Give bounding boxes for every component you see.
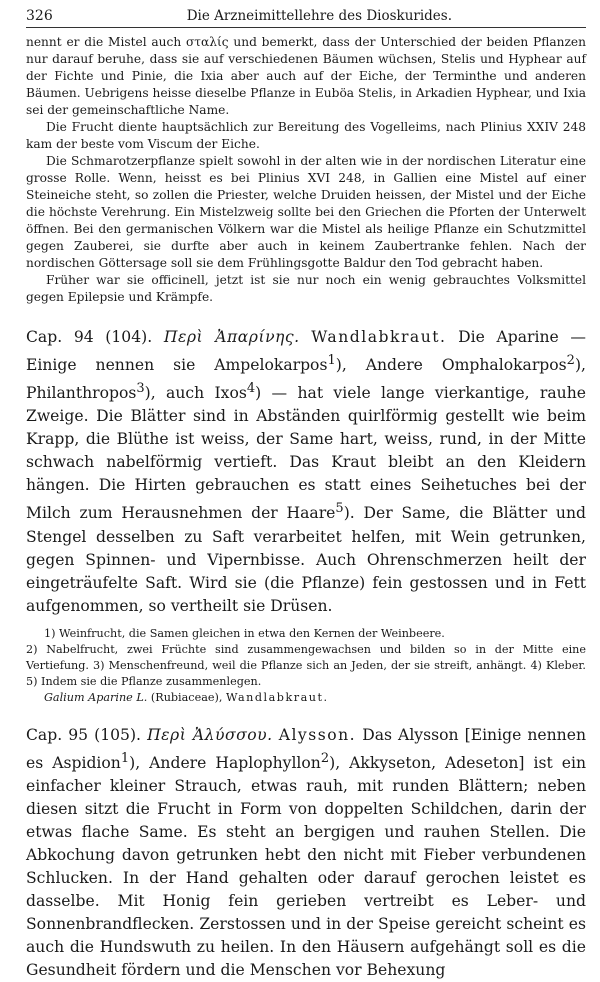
- footnote-ref: 3: [136, 381, 145, 397]
- chapter-95-label: Cap. 95 (105).: [26, 725, 142, 744]
- chapter-95-greek-title: Περὶ Ἀλύσσου.: [147, 725, 273, 744]
- footnote-ref: 1: [120, 750, 130, 766]
- chapter-95: [26, 724, 586, 982]
- chapter-95-text: [26, 724, 586, 982]
- footnote-5-text: 5) Indem sie die Pflanze zusammenlegen.: [26, 674, 262, 688]
- chapter-94-plant-name: Wandlabkraut.: [311, 328, 447, 346]
- chapter-94-text: [26, 326, 586, 618]
- chapter-94-body: ), Philanthropos: [26, 356, 586, 403]
- chapter-94-label: Cap. 94 (104).: [26, 328, 153, 346]
- chapter-95-body: ), Andere Haplophyllon: [129, 753, 321, 772]
- chapter-95-body: Das Alysson [Einige nennen es Aspidion: [26, 725, 586, 772]
- chapter-94-body: Die Aparine — Einige nennen sie Ampelokarpos: [26, 328, 586, 375]
- species-line: [26, 690, 586, 706]
- intro-paragraph-2: Die Frucht diente hauptsächlich zur Bereitung des Vogelleims, nach Plinius XXIV 248 kam der beste vom Viscum der Eiche.: [26, 120, 586, 151]
- footnote-2-text: 2) Nabelfrucht, zwei Früchte sind zusammengewachsen und bilden so in der Mitte eine Vertiefung.: [26, 642, 586, 672]
- footnote-ref: 4: [246, 381, 256, 397]
- chapter-94-body: ), Andere Omphalokarpos: [335, 356, 567, 375]
- chapter-94-body: ). Der Same, die Blätter und Stengel desselben zu Saft verarbeitet helfen, mit Wein getrunken, gegen Spinnen- und Vipernbisse. Auch Ohrenschmerzen heilt der eingeträufelte Saft. Wird sie (die Pflanze) fein gestossen und in Fett aufgenommen, so vertheilt sie Drüsen.: [26, 504, 586, 615]
- intro-paragraph-4: Früher war sie officinell, jetzt ist sie nur noch ein wenig gebrauchtes Volksmittel gegen Epilepsie und Krämpfe.: [26, 273, 586, 304]
- intro-section: [26, 34, 586, 306]
- species-name: Galium Aparine L.: [44, 690, 148, 704]
- page-number: 326: [26, 8, 53, 24]
- chapter-94: [26, 326, 586, 618]
- chapter-94-body: ) — hat viele lange vierkantige, rauhe Zweige. Die Blätter sind in Abständen quirlförmig gestellt wie beim Krapp, die Blüthe ist weiss, der Same hart, weiss, rund, in der Mitte schwach nabelförmig vertieft. Das Kraut bleibt an den Kleidern hängen. Die Hirten gebrauchen es statt eines Seihetuches bei der Milch zum Herausnehmen der Haare: [26, 384, 586, 523]
- chapter-95-plant-name: Alysson.: [278, 725, 357, 744]
- footnote-ref: 2: [566, 353, 575, 368]
- footnote-4-text: 4) Kleber.: [530, 658, 586, 672]
- footnote-1: 1) Weinfrucht, die Samen gleichen in etwa den Kernen der Weinbeere.: [44, 626, 445, 640]
- chapter-94-greek-title: Περὶ Ἀπαρίνης.: [163, 328, 300, 346]
- chapter-94-footnotes: [26, 626, 586, 706]
- footnote-2: [26, 642, 586, 690]
- running-title: Die Arzneimittellehre des Dioskurides.: [186, 8, 453, 24]
- book-page: [26, 8, 586, 982]
- chapter-95-body: ), Akkyseton, Adeseton] ist ein einfacher kleiner Strauch, etwas rauh, mit runden Blättern; neben diesen sitzt die Frucht in Form von doppelten Schildchen, darin der etwas flache Same. Es steht an bergigen und rauhen Stellen. Die Abkochung davon getrunken hebt den nicht mit Fieber verbundenen Schlucken. In der Hand gehalten oder darauf gerochen leistet es dasselbe. Mit Honig fein gerieben vertreibt es Leber- und Sonnenbrandflecken. Zerstossen und in der Speise gereicht scheint es auch die Hundswuth zu heilen. In den Häusern aufgehängt soll es die Gesundheit fördern und die Menschen vor Behexung: [26, 753, 586, 979]
- running-header: [26, 8, 586, 28]
- chapter-94-body: ), auch Ixos: [144, 384, 247, 403]
- species-vernacular: Wandlabkraut.: [225, 690, 329, 704]
- footnote-ref: 5: [335, 501, 344, 517]
- footnote-ref: 2: [320, 750, 330, 766]
- footnote-ref: 1: [327, 353, 336, 368]
- intro-paragraph-3: Die Schmarotzerpflanze spielt sowohl in der alten wie in der nordischen Literatur eine grosse Rolle. Wenn, heisst es bei Plinius XVI 248, in Gallien eine Mistel auf einer Steineiche steht, so zollen die Priester, welche Druiden heissen, der Mistel und der Eiche die höchste Verehrung. Ein Mistelzweig sollte bei den Griechen die Pforten der Unterwelt öffnen. Bei den germanischen Völkern war die Mistel als heilige Pflanze ein Schutzmittel gegen Zauberei, sie durfte aber auch in keinem Zaubertranke fehlen. Nach der nordischen Göttersage soll sie dem Frühlingsgotte Baldur den Tod gebracht haben.: [26, 154, 586, 270]
- species-family: (Rubiaceae),: [150, 690, 223, 704]
- footnote-3-text: 3) Menschenfreund, weil die Pflanze sich an Jeden, der sie streift, anhängt.: [93, 658, 527, 672]
- intro-paragraph-1: nennt er die Mistel auch σταλίς und bemerkt, dass der Unterschied der beiden Pflanzen nur darauf beruhe, dass sie auf verschiedenen Bäumen wüchsen, Stelis und Hyphear auf der Fichte und Pinie, die Ixia aber auch auf der Eiche, der Terminthe und anderen Bäumen. Uebrigens heisse dieselbe Pflanze in Euböa Stelis, in Arkadien Hyphear, und Ixia sei der gemeinschaftliche Name.: [26, 35, 586, 117]
